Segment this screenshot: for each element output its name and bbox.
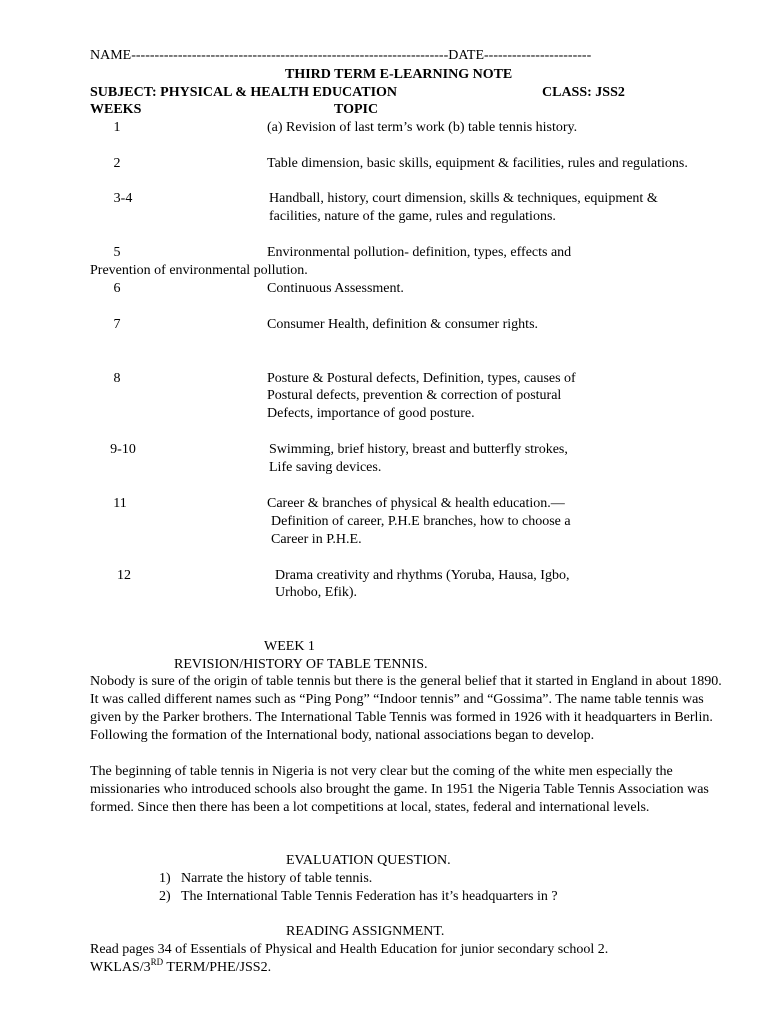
evaluation-heading: EVALUATION QUESTION. — [286, 853, 451, 868]
name-date-line: NAME--------------------------------------------------------------------DATE----------------------- — [90, 48, 592, 63]
evaluation-question — [159, 870, 558, 888]
week-topic: Table dimension, basic skills, equipment & facilities, rules and regulations. — [267, 156, 688, 171]
week-topic: Life saving devices. — [269, 460, 382, 475]
week-topic: Environmental pollution- definition, types, effects and — [267, 245, 572, 260]
code-prefix: WKLAS/3 — [90, 960, 151, 975]
week-number: 8 — [113, 371, 121, 386]
week-topic: Consumer Health, definition & consumer rights. — [267, 317, 539, 332]
evaluation-question — [159, 888, 558, 906]
week-topic: Drama creativity and rhythms (Yoruba, Hausa, Igbo, — [275, 568, 570, 583]
week-topic: facilities, nature of the game, rules and regulations. — [269, 209, 556, 224]
week1-heading: WEEK 1 — [264, 639, 315, 654]
evaluation-list — [159, 870, 558, 906]
week-number: 3-4 — [113, 191, 133, 206]
document-code — [90, 959, 271, 977]
week-topic: Continuous Assessment. — [267, 281, 404, 296]
week-topic: Defects, importance of good posture. — [267, 406, 475, 421]
week-topic: (a) Revision of last term’s work (b) table tennis history. — [267, 120, 578, 135]
week1-subheading: REVISION/HISTORY OF TABLE TENNIS. — [174, 657, 428, 672]
week-topic: Posture & Postural defects, Definition, types, causes of — [267, 371, 576, 386]
weeks-column-header: WEEKS — [90, 102, 142, 117]
document-title: THIRD TERM E-LEARNING NOTE — [285, 67, 513, 82]
week1-paragraph-1: Nobody is sure of the origin of table tennis but there is the general belief that it started in England in about 1890. It was called different names such as “Ping Pong” “Indoor tennis” and “Gossima”. The name table tennis was given by the Parker brothers. The International Table Tennis was formed in 1926 with it headquarters in Berlin. Following the formation of the International body, national associations began to develop. — [90, 674, 722, 743]
question-number: 2) — [159, 889, 171, 904]
week-number: 6 — [113, 281, 121, 296]
week-number: 7 — [113, 317, 121, 332]
question-number: 1) — [159, 871, 171, 886]
code-suffix: TERM/PHE/JSS2. — [163, 960, 272, 975]
week-topic: Swimming, brief history, breast and butterfly strokes, — [269, 442, 568, 457]
week-number: 9-10 — [110, 442, 136, 457]
question-text: Narrate the history of table tennis. — [181, 871, 373, 886]
week-number: 1 — [113, 120, 121, 135]
week-number: 2 — [113, 156, 121, 171]
question-text: The International Table Tennis Federation has it’s headquarters in ? — [181, 889, 558, 904]
reading-heading: READING ASSIGNMENT. — [286, 924, 445, 939]
week-topic: Handball, history, court dimension, skills & techniques, equipment & — [269, 191, 658, 206]
class-label: CLASS: JSS2 — [542, 85, 625, 100]
subject-label: SUBJECT: PHYSICAL & HEALTH EDUCATION — [90, 85, 398, 100]
week-number: 11 — [113, 496, 127, 511]
week-topic: Prevention of environmental pollution. — [90, 263, 308, 278]
week-topic: Career & branches of physical & health education.— — [267, 496, 565, 511]
topic-column-header: TOPIC — [334, 102, 379, 117]
week-number: 12 — [117, 568, 131, 583]
week-topic: Definition of career, P.H.E branches, how to choose a — [271, 514, 571, 529]
week1-paragraph-2: The beginning of table tennis in Nigeria is not very clear but the coming of the white men especially the missionaries who introduced schools also brought the game. In 1951 the Nigeria Table Tennis Association was formed. Since then there has been a lot competitions at local, states, federal and international levels. — [90, 764, 709, 815]
reading-text: Read pages 34 of Essentials of Physical and Health Education for junior secondary school 2. — [90, 942, 609, 957]
week-topic: Career in P.H.E. — [271, 532, 362, 547]
week-number: 5 — [113, 245, 121, 260]
week-topic: Urhobo, Efik). — [275, 585, 358, 600]
code-superscript: RD — [150, 957, 164, 967]
week-topic: Postural defects, prevention & correction of postural — [267, 388, 562, 403]
